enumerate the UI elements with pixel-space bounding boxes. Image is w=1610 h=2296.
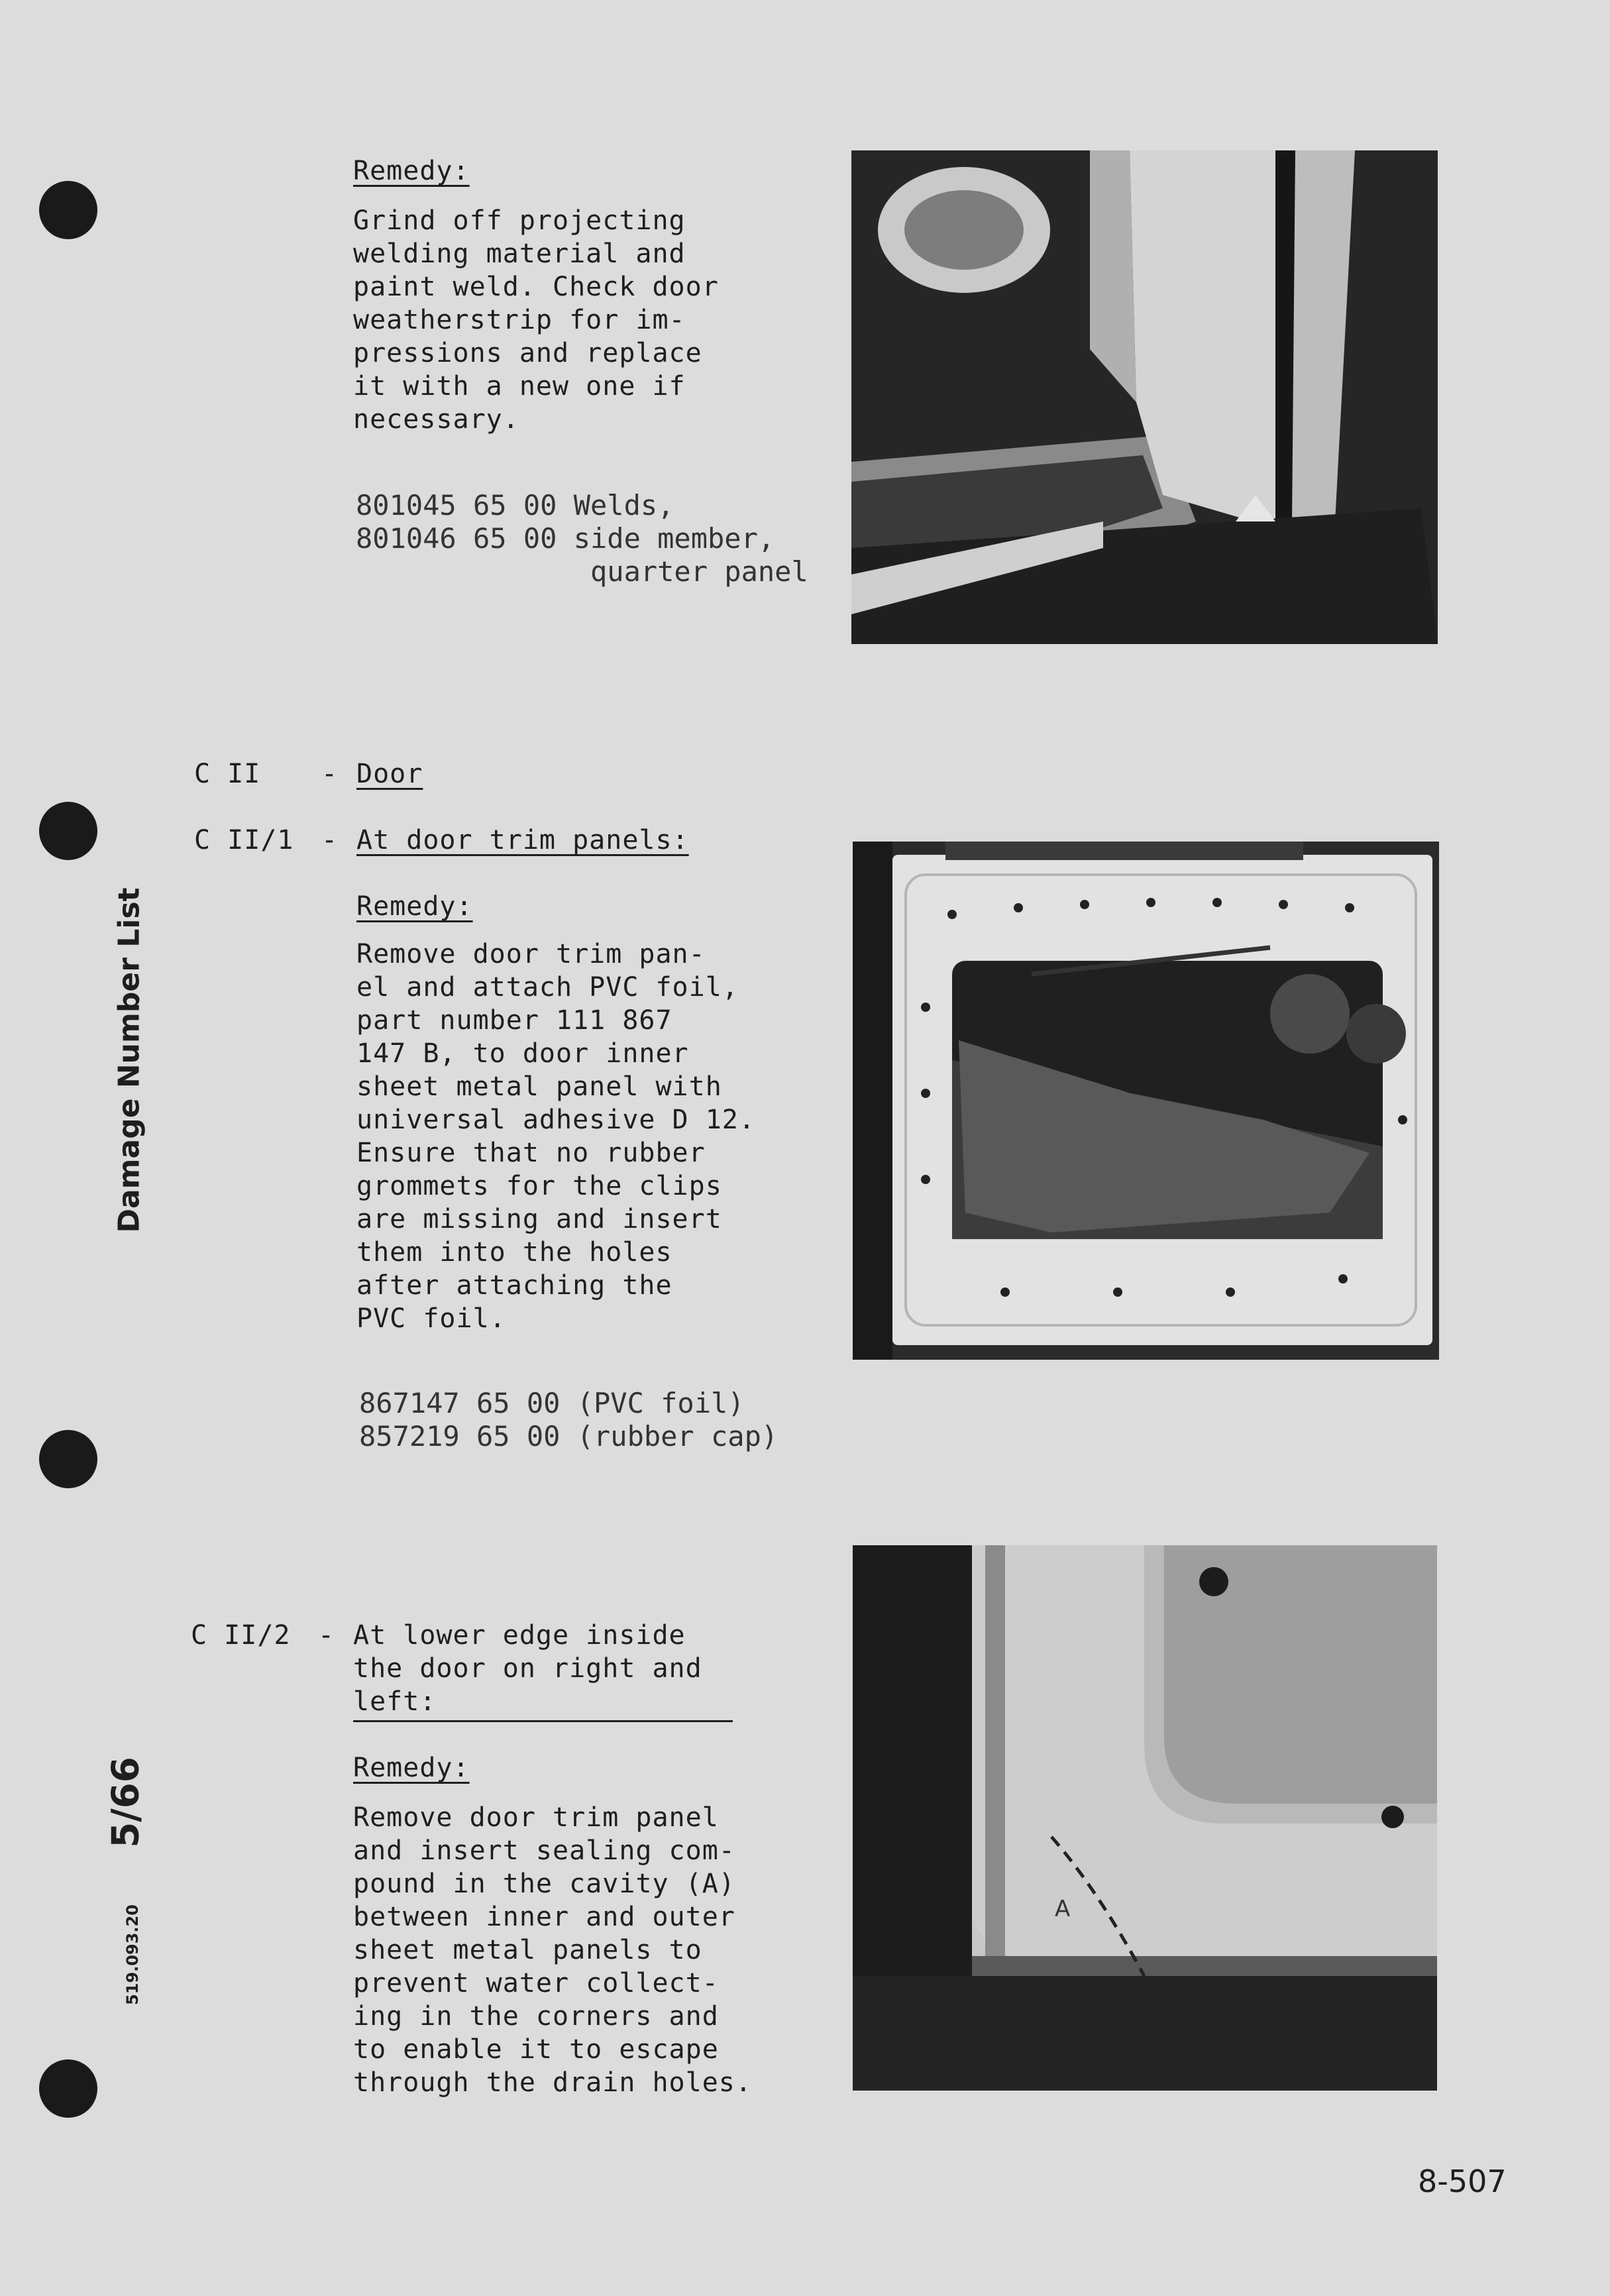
punch-hole-1: [39, 181, 97, 239]
remedy-line: Grind off projecting: [353, 205, 686, 236]
remedy-line: prevent water collect-: [353, 1968, 719, 1998]
remedy-line: welding material and: [353, 239, 686, 269]
photo-door-pvc-foil: [853, 842, 1439, 1360]
remedy-line: and insert sealing com-: [353, 1835, 735, 1866]
remedy-line: sheet metal panels to: [353, 1935, 702, 1965]
photo-door-lower-edge: [853, 1545, 1437, 2091]
section-title-line: left:: [353, 1686, 437, 1717]
remedy-heading-1: Remedy:: [353, 156, 470, 186]
remedy-heading-3: Remedy:: [353, 1753, 470, 1783]
remedy-line: them into the holes: [356, 1237, 672, 1268]
remedy-line: pound in the cavity (A): [353, 1869, 735, 1899]
remedy-line: Remove door trim panel: [353, 1802, 719, 1833]
part-number-line: quarter panel: [356, 555, 808, 588]
part-number-line: 857219 65 00 (rubber cap): [359, 1420, 778, 1452]
section-code-lower-edge: C II/2: [191, 1620, 291, 1651]
section-title-line: the door on right and: [353, 1653, 702, 1684]
remedy-line: weatherstrip for im-: [353, 305, 686, 335]
remedy-line: grommets for the clips: [356, 1171, 722, 1201]
remedy-line: PVC foil.: [356, 1303, 506, 1334]
remedy-line: through the drain holes.: [353, 2067, 752, 2098]
remedy-line: paint weld. Check door: [353, 272, 719, 302]
remedy-line: Remove door trim pan-: [356, 939, 706, 969]
remedy-line: are missing and insert: [356, 1204, 722, 1234]
section-title-underline: [353, 1720, 733, 1722]
part-number-line: 801046 65 00 side member,: [356, 522, 775, 555]
section-dash: -: [318, 1620, 335, 1651]
remedy-heading-2: Remedy:: [356, 891, 473, 922]
punch-hole-4: [39, 2059, 97, 2118]
remedy-line: between inner and outer: [353, 1902, 735, 1932]
remedy-line: necessary.: [353, 404, 519, 435]
remedy-line: ing in the corners and: [353, 2001, 719, 2032]
remedy-line: part number 111 867: [356, 1005, 672, 1036]
sidebar-doc-number: 519.093.20: [123, 1904, 142, 2005]
section-title-line: At lower edge inside: [353, 1620, 686, 1651]
remedy-line: Ensure that no rubber: [356, 1138, 706, 1168]
remedy-line: pressions and replace: [353, 338, 702, 368]
section-code-trim: C II/1: [194, 825, 294, 855]
part-number-line: 867147 65 00 (PVC foil): [359, 1387, 745, 1419]
remedy-line: after attaching the: [356, 1270, 672, 1301]
remedy-line: it with a new one if: [353, 371, 686, 402]
photo-cavity-label: A: [1055, 1896, 1071, 1922]
remedy-line: sheet metal panel with: [356, 1071, 722, 1102]
page-number: 8-507: [1418, 2163, 1507, 2199]
section-dash: -: [321, 825, 339, 855]
photo-weld-side-member: [851, 150, 1438, 644]
punch-hole-3: [39, 1430, 97, 1488]
remedy-line: to enable it to escape: [353, 2034, 719, 2065]
punch-hole-2: [39, 802, 97, 860]
sidebar-title: Damage Number List: [112, 887, 146, 1233]
sidebar-edition: 5/66: [104, 1757, 148, 1848]
section-dash: -: [321, 759, 339, 789]
section-title-door: Door: [356, 759, 423, 789]
section-code-door: C II: [194, 759, 261, 789]
remedy-line: el and attach PVC foil,: [356, 972, 739, 1003]
part-number-line: 801045 65 00 Welds,: [356, 489, 674, 521]
remedy-line: 147 B, to door inner: [356, 1038, 689, 1069]
remedy-line: universal adhesive D 12.: [356, 1105, 755, 1135]
section-title-trim: At door trim panels:: [356, 825, 689, 855]
